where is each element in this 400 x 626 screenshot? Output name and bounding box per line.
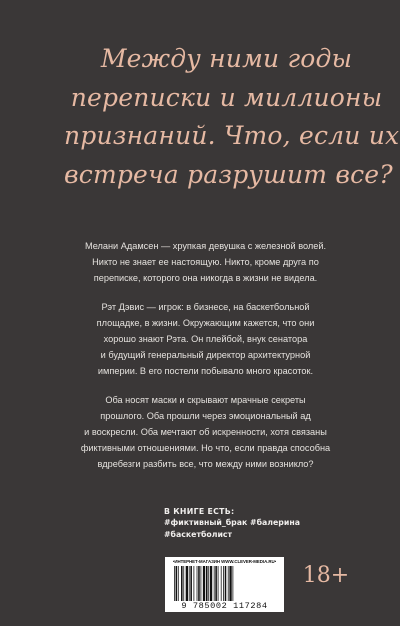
description-line: Оба носят маски и скрывают мрачные секреты xyxy=(105,394,306,405)
barcode-bar xyxy=(233,566,234,601)
in-book-heading: В КНИГЕ ЕСТЬ: xyxy=(164,507,235,516)
description-paragraph xyxy=(53,238,358,287)
description-line: Никто не знает ее настоящую. Никто, кроме друга по xyxy=(92,257,319,268)
barcode-bar xyxy=(198,566,200,601)
tagline-line: признаний. Что, если их xyxy=(64,121,400,150)
description-line: и воскресли. Оба мечтают об искренности, хотя связаны xyxy=(84,427,327,438)
barcode-bar xyxy=(194,566,195,601)
barcode-bar xyxy=(206,566,208,601)
barcode-bar xyxy=(203,566,205,601)
hashtag-line: #баскетболист xyxy=(164,529,233,539)
barcode-bar xyxy=(218,566,219,601)
description-line: площадке, в жизни. Окружающим кажется, что они xyxy=(96,317,315,328)
barcode-bar xyxy=(176,566,178,601)
description-line: Мелани Адамсен — хрупкая девушка с железной волей. xyxy=(84,241,327,251)
tagline xyxy=(64,40,400,194)
barcode-bar xyxy=(186,566,188,601)
tagline-line: встреча разрушит все? xyxy=(64,159,393,189)
barcode-bar xyxy=(181,566,183,601)
barcode-icon xyxy=(174,566,275,601)
barcode-bar xyxy=(178,566,179,601)
description-line: вдребезги разбить все, что между ними возникло? xyxy=(97,459,314,470)
description xyxy=(53,238,358,485)
barcode-bar xyxy=(190,566,192,601)
in-book-block xyxy=(164,506,334,540)
barcode-bar xyxy=(229,566,231,601)
barcode-bar xyxy=(228,566,229,601)
barcode-bar xyxy=(215,566,217,601)
isbn-number: 9 785002 117284 xyxy=(181,601,268,611)
barcode-bar xyxy=(214,566,215,601)
barcode-bar xyxy=(223,566,224,601)
barcode-bar xyxy=(221,566,222,601)
hashtag-line: #фиктивный_брак #балерина xyxy=(164,518,300,528)
description-line: прошлого. Оба прошли через эмоциональный ад xyxy=(100,410,311,421)
barcode-bar xyxy=(174,566,175,601)
description-paragraph xyxy=(53,392,358,473)
barcode-bar xyxy=(208,566,209,601)
barcode-bar xyxy=(210,566,212,601)
barcode-bar xyxy=(183,566,184,601)
barcode-label xyxy=(165,557,284,612)
description-line: фиктивными отношениями. Но что, если правда способна xyxy=(80,443,331,454)
description-line: империи. В его постели побывало много красоток. xyxy=(97,366,314,377)
barcode-bar xyxy=(225,566,227,601)
description-line: хорошо знают Рэта. Он плейбой, внук сенатора xyxy=(103,334,308,345)
barcode-bar xyxy=(197,566,198,601)
shop-url: •ИНТЕРНЕТ-МАГАЗИН WWW.CLEVER-MEDIA.RU• xyxy=(172,559,277,564)
description-line: Рэт Дэвис — игрок: в бизнесе, на баскетбольной xyxy=(101,301,310,312)
description-line: переписке, которого она никогда в жизни не видела. xyxy=(93,273,318,284)
age-rating: 18+ xyxy=(302,563,350,588)
description-line: и будущий генеральный директор архитектурной xyxy=(100,350,311,361)
barcode-bar xyxy=(201,566,202,601)
description-paragraph xyxy=(53,299,358,380)
barcode-bar xyxy=(189,566,190,601)
tagline-line: переписки и миллионы xyxy=(70,82,383,112)
tagline-line: Между ними годы xyxy=(100,44,353,73)
